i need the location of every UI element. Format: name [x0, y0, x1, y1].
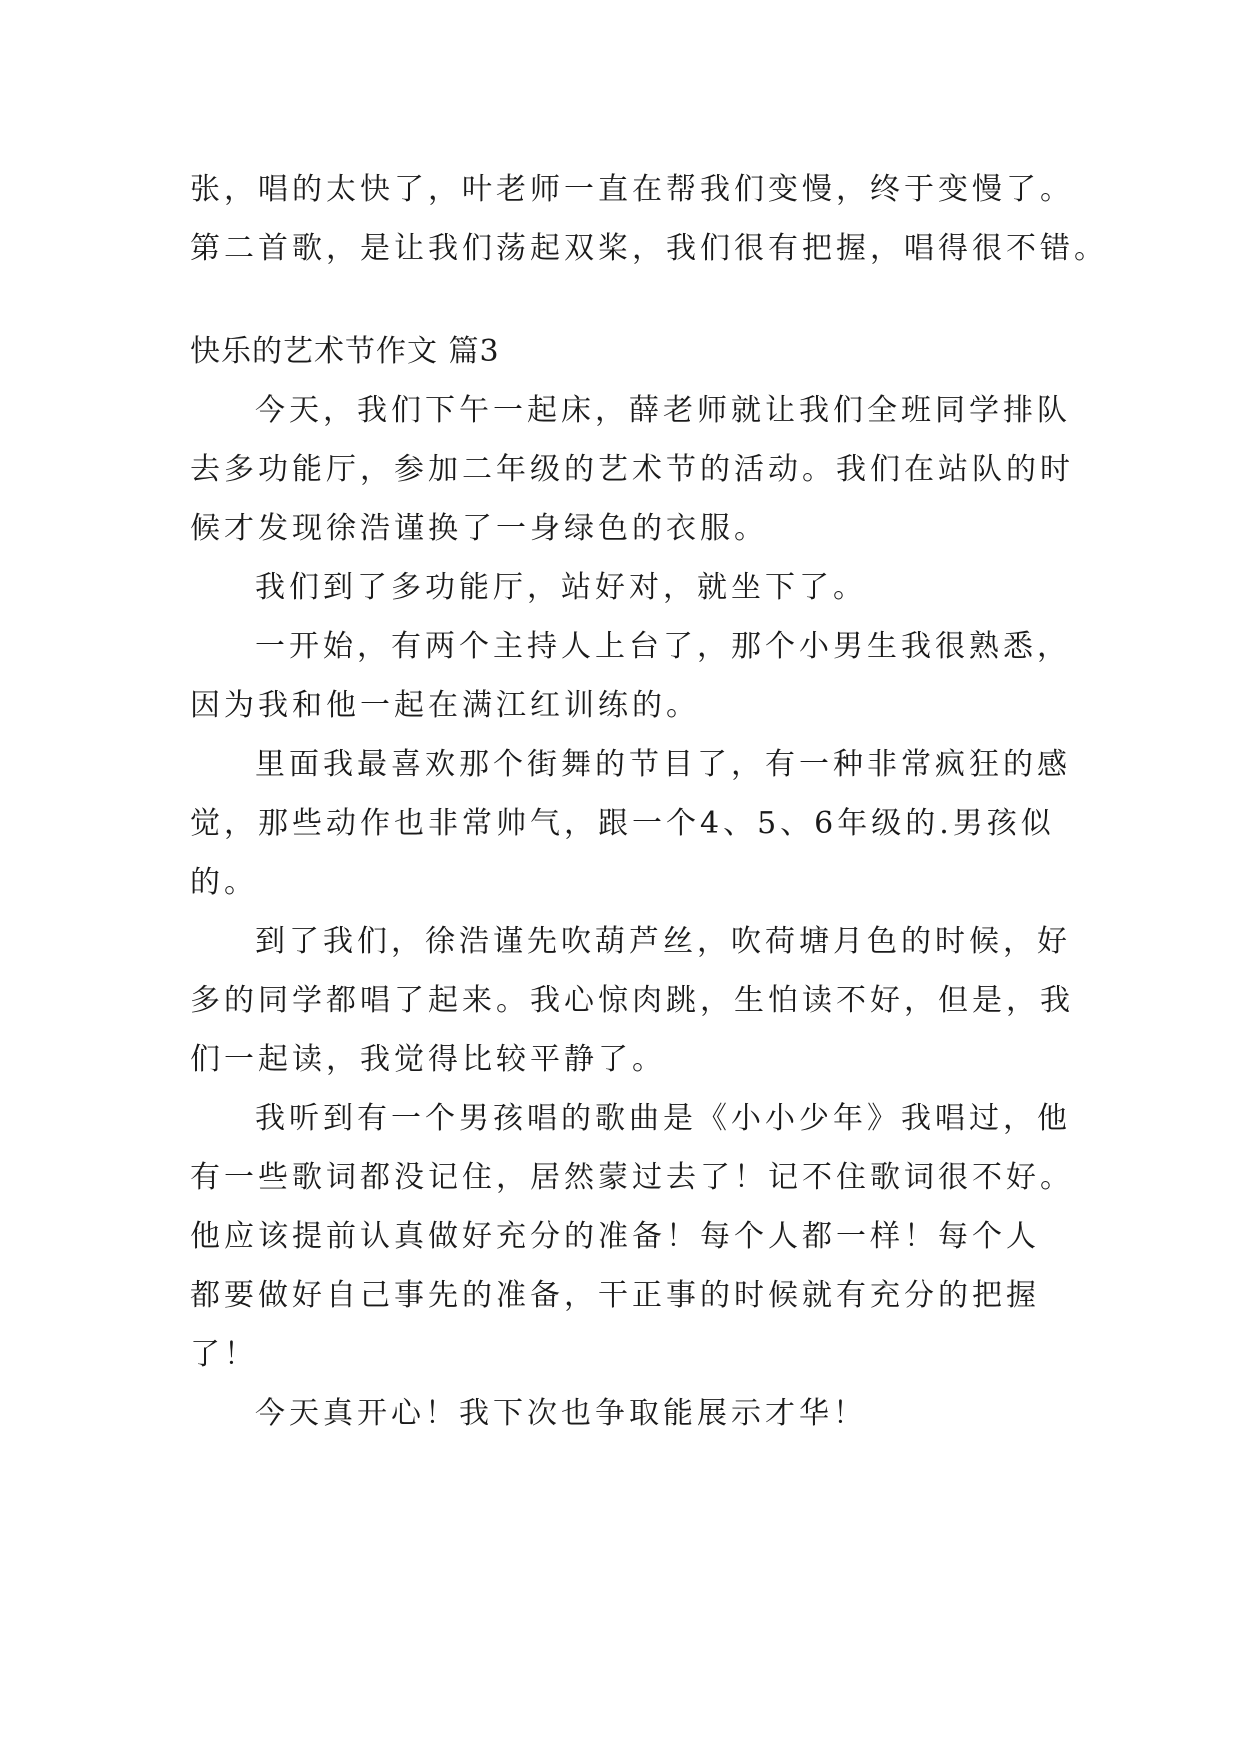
section-heading: 快乐的艺术节作文 篇3: [190, 334, 500, 369]
paragraph: [190, 1384, 1070, 1443]
paragraph-line: 他应该提前认真做好充分的准备！每个人都一样！每个人: [190, 1219, 1040, 1254]
paragraph-line: 里面我最喜欢那个街舞的节目了，有一种非常疯狂的感: [255, 747, 1071, 782]
paragraph: [190, 558, 1070, 617]
paragraph: [190, 912, 1074, 1089]
document-page: [190, 160, 1108, 1443]
paragraph-line: 多的同学都唱了起来。我心惊肉跳，生怕读不好，但是，我: [190, 983, 1074, 1018]
paragraph-line: 了！: [190, 1337, 258, 1372]
paragraph-line: 我听到有一个男孩唱的歌曲是《小小少年》我唱过，他: [255, 1101, 1071, 1136]
paragraph-line: 一开始，有两个主持人上台了，那个小男生我很熟悉，: [255, 629, 1071, 664]
paragraph: [190, 617, 1070, 735]
body-text-line: 第二首歌，是让我们荡起双桨，我们很有把握，唱得很不错。: [190, 231, 1108, 266]
section-gap: [190, 278, 1070, 322]
paragraph: [190, 381, 1074, 558]
paragraph-line: 去多功能厅，参加二年级的艺术节的活动。我们在站队的时: [190, 452, 1074, 487]
article-body: [190, 381, 1074, 1443]
paragraph-line: 们一起读，我觉得比较平静了。: [190, 1042, 666, 1077]
paragraph-line: 今天，我们下午一起床，薛老师就让我们全班同学排队: [255, 393, 1071, 428]
paragraph-line: 我们到了多功能厅，站好对，就坐下了。: [255, 570, 867, 605]
body-text-line: 张，唱的太快了，叶老师一直在帮我们变慢，终于变慢了。: [190, 172, 1074, 207]
paragraph-line: 今天真开心！我下次也争取能展示才华！: [255, 1396, 867, 1431]
paragraph-line: 因为我和他一起在满江红训练的。: [190, 688, 700, 723]
paragraph-line: 到了我们，徐浩谨先吹葫芦丝，吹荷塘月色的时候，好: [255, 924, 1071, 959]
paragraph-line: 觉，那些动作也非常帅气，跟一个4、5、6年级的.男孩似: [190, 806, 1055, 841]
paragraph-line: 的。: [190, 865, 258, 900]
paragraph-line: 有一些歌词都没记住，居然蒙过去了！记不住歌词很不好。: [190, 1160, 1074, 1195]
paragraph: [190, 1089, 1074, 1384]
paragraph-line: 候才发现徐浩谨换了一身绿色的衣服。: [190, 511, 768, 546]
paragraph-line: 都要做好自己事先的准备，干正事的时候就有充分的把握: [190, 1278, 1040, 1313]
paragraph: [190, 735, 1070, 912]
